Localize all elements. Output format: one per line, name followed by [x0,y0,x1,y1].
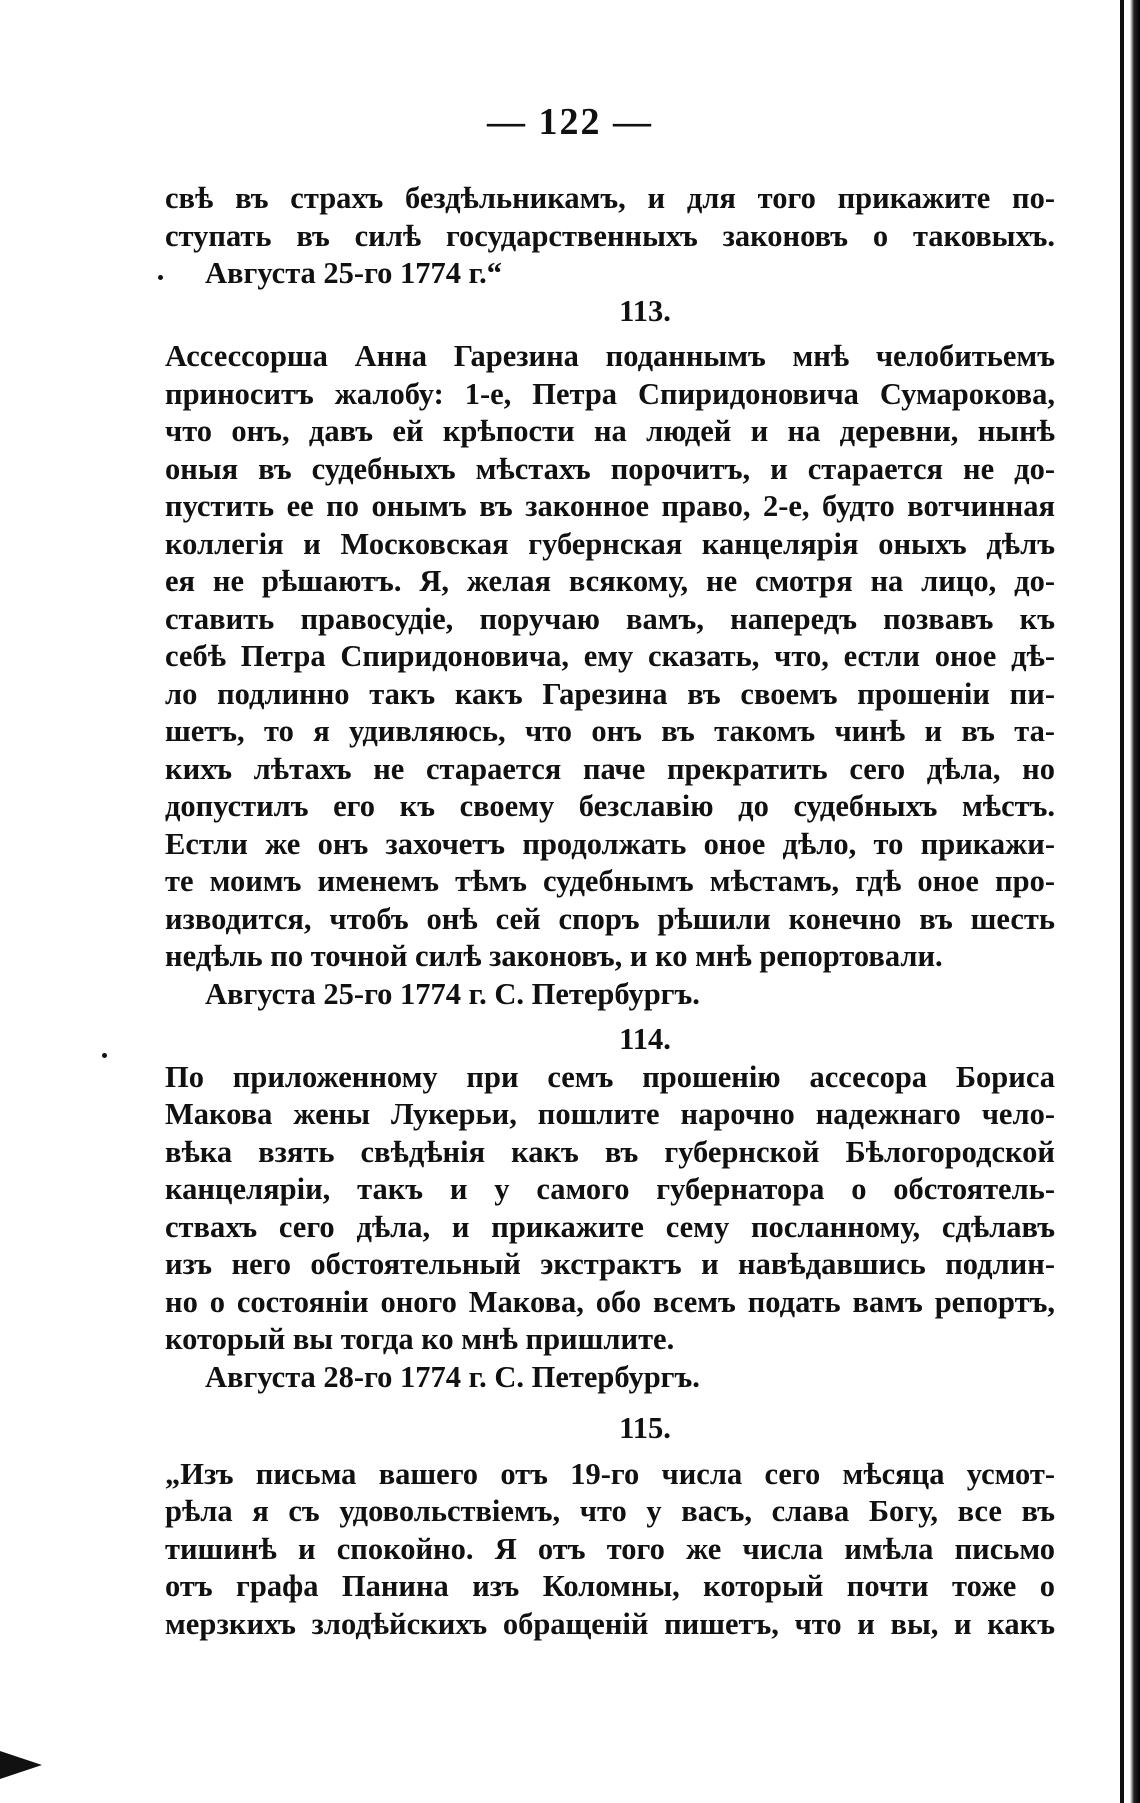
text-line: недѣль по точной силѣ законовъ, и ко мнѣ репортовали. [165,939,943,973]
text-line: приноситъ жалобу: 1-е, Петра Спиридоновича Сумарокова, [165,376,1055,411]
page-body [165,180,1055,1643]
text-line: свѣ въ страхъ бездѣльникамъ, и для того прикажите по- [165,181,1055,215]
text-line: но о состояніи оного Макова, обо всемъ подать вамъ репортъ, [165,1284,1055,1319]
text-line: кихъ лѣтахъ не старается паче прекратить сего дѣла, но [165,751,1055,786]
letter-number: 114. [619,1022,671,1056]
text-line: вѣка взять свѣдѣнія какъ въ губернской Бѣлогородской [165,1134,1055,1169]
text-line: оныя въ судебныхъ мѣстахъ порочитъ, и старается не до- [165,451,1055,486]
text-line: те моимъ именемъ тѣмъ судебнымъ мѣстамъ, гдѣ оное про- [165,864,1055,898]
scan-edge-line [1120,0,1124,1803]
text-line: отъ графа Панина изъ Коломны, который почти тоже о [165,1569,1055,1603]
letter-date: Августа 28-го 1774 г. С. Петербургъ. [205,1359,700,1394]
text-line: канцеляріи, такъ и у самого губернатора о обстоятель- [165,1172,1055,1206]
scan-speck [102,1053,107,1058]
text-line: ступать въ силѣ государственныхъ законовъ о таковыхъ. [165,218,1055,253]
letter-number: 113. [619,293,671,328]
scan-speck [158,275,163,280]
text-line: рѣла я съ удовольствіемъ, что у васъ, слава Богу, все въ [165,1494,1055,1528]
text-line: Естли же онъ захочетъ продолжать оное дѣло, то прикажи- [165,826,1055,861]
text-line: шетъ, то я удивляюсь, что онъ въ такомъ чинѣ и въ та- [165,714,1055,748]
text-line: себѣ Петра Спиридоновича, ему сказать, что, естли оное дѣ- [165,639,1055,673]
text-line: ея не рѣшаютъ. Я, желая всякому, не смотря на лицо, до- [165,564,1055,598]
text-line: ло подлинно такъ какъ Гарезина въ своемъ прошеніи пи- [165,676,1055,711]
letter-number: 115. [619,1411,671,1445]
text-line: изъ него обстоятельный экстрактъ и навѣдавшись подлин- [165,1247,1055,1281]
page-number: — 122 — [487,101,653,143]
letter-date: Августа 25-го 1774 г. С. Петербургъ. [205,976,700,1011]
text-line: изводится, чтобъ онѣ сей споръ рѣшили конечно въ шесть [165,901,1055,936]
text-line: допустилъ его къ своему безславію до судебныхъ мѣстъ. [165,789,1055,823]
text-line: который вы тогда ко мнѣ пришлите. [165,1322,675,1356]
text-line: тишинѣ и спокойно. Я отъ того же числа имѣла письмо [165,1531,1055,1566]
text-line: По приложенному при семъ прошенію ассесора Бориса [165,1059,1055,1094]
text-line: коллегія и Московская губернская канцелярія оныхъ дѣлъ [165,526,1055,561]
text-line: мерзкихъ злодѣйскихъ обращеній пишетъ, что и вы, и какъ [165,1606,1055,1641]
text-line: ствахъ сего дѣла, и прикажите сему посланному, сдѣлавъ [165,1209,1055,1244]
scan-edge-shadow [1130,0,1140,1803]
text-line: ставить правосудіе, поручаю вамъ, напередъ позвавъ къ [165,601,1055,636]
text-line: „Изъ письма вашего отъ 19-го числа сего мѣсяца усмот- [165,1456,1055,1491]
scan-corner-mark [0,1751,42,1779]
text-line: пустить ее по онымъ въ законное право, 2-е, будто вотчинная [165,489,1055,523]
text-line: Ассессорша Анна Гарезина поданнымъ мнѣ челобитьемъ [165,339,1055,373]
letter-date: Августа 25-го 1774 г.“ [205,256,502,290]
text-line: Макова жены Лукерьи, пошлите нарочно надежнаго чело- [165,1097,1055,1131]
text-line: что онъ, давъ ей крѣпости на людей и на деревни, нынѣ [165,414,1055,448]
